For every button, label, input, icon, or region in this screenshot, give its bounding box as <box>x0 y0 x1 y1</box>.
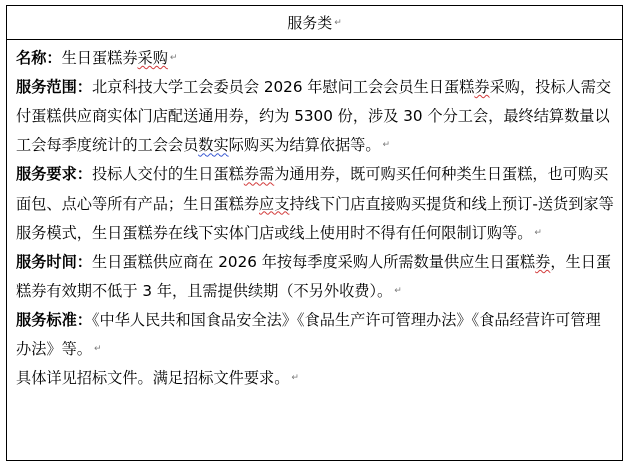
scope-text-e: 际购买为结算依据等。 <box>228 136 381 155</box>
requirements-label: 服务要求： <box>16 165 92 184</box>
name-text-b: 采购 <box>137 49 168 68</box>
paragraph-mark-icon: ↵ <box>394 285 402 296</box>
footer-text: 具体详见招标文件。满足招标文件要求。 <box>16 369 290 388</box>
name-paragraph <box>16 44 614 73</box>
standard-paragraph <box>16 306 614 364</box>
time-text-c: ，生日蛋糕券有效期不低于 3 年，且需提供续期（不另外收费）。 <box>16 252 612 300</box>
requirements-text-e: 持线下门店直接购买提货和线上预订-送货到家等服务模式，生日蛋糕券在线下实体门店或线上使用时不得有任何限制订购等。 <box>16 194 614 242</box>
paragraph-mark-icon: ↵ <box>291 373 299 384</box>
footer-paragraph <box>16 364 614 393</box>
time-text-b: 券 <box>535 252 551 271</box>
scope-text-b: 券 <box>474 78 490 97</box>
requirements-paragraph <box>16 160 614 247</box>
scope-text-a: 北京科技大学工会委员会 2026 年慰问工会会员生日蛋糕 <box>91 78 475 97</box>
requirements-text-c: 为通用券，既可购买任何种类生日蛋糕，也可购买面包、点心等所有产品；生日蛋糕券 <box>16 165 609 213</box>
requirements-text-d: 应支 <box>259 194 290 213</box>
table-header-title: 服务类 <box>287 14 333 32</box>
paragraph-mark-icon: ↵ <box>93 344 102 355</box>
time-paragraph <box>16 248 614 306</box>
standard-label: 服务标准： <box>16 311 92 330</box>
standard-text: 《中华人民共和国食品安全法》《食品生产许可管理办法》《食品经营许可管理办法》等。 <box>16 311 601 359</box>
paragraph-mark-icon: ↵ <box>334 17 342 28</box>
table-header <box>7 6 622 40</box>
time-label: 服务时间： <box>16 252 92 271</box>
scope-paragraph <box>16 73 614 160</box>
scope-label: 服务范围： <box>16 78 92 97</box>
service-table <box>6 5 623 461</box>
requirements-text-b: 券需 <box>243 165 275 184</box>
requirements-text-a: 投标人交付的生日蛋糕 <box>91 165 244 184</box>
name-text-a: 生日蛋糕券 <box>61 49 138 68</box>
scope-text-d: 数实 <box>198 136 229 155</box>
paragraph-mark-icon: ↵ <box>169 53 178 63</box>
time-text-a: 生日蛋糕供应商在 2026 年按每季度采购人所需数量供应生日蛋糕 <box>91 252 536 271</box>
paragraph-mark-icon: ↵ <box>534 227 542 238</box>
name-label: 名称： <box>16 49 62 68</box>
scope-text-c: 采购，投标人需交付蛋糕供应商实体门店配送通用券，约为 5300 份，涉及 30 个分工会，最终结算数量以工会每季度统计的工会会员 <box>16 78 612 155</box>
paragraph-mark-icon: ↵ <box>382 140 391 151</box>
table-body-cell <box>7 40 622 393</box>
